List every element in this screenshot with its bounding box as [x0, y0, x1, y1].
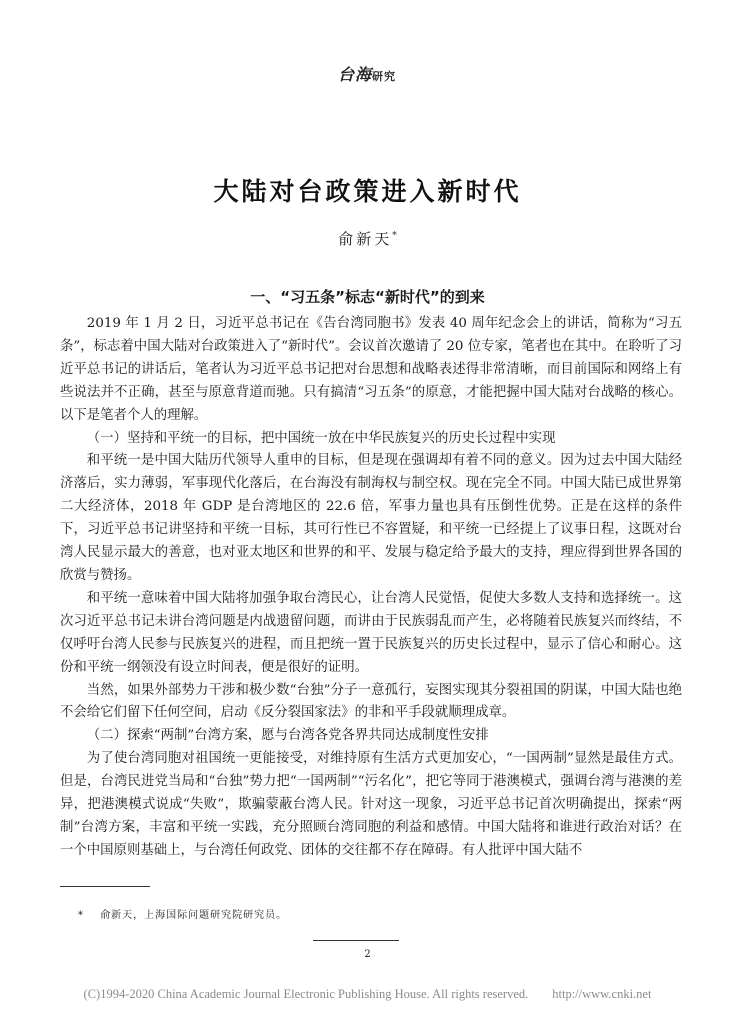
copyright-text: (C)1994-2020 China Academic Journal Electronic Publishing House. All rights reserved. [83, 987, 529, 1001]
article-author [0, 228, 735, 249]
body-paragraph: 当然，如果外部势力干涉和极少数“台独”分子一意孤行，妄图实现其分裂祖国的阴谋，中国大陆也绝不会给它们留下任何空间，启动《反分裂国家法》的非和平手段就顺理成章。 [60, 682, 682, 721]
footnote [78, 906, 287, 921]
logo-subtext: 研究 [372, 70, 396, 83]
page-number-rule [313, 940, 399, 941]
section-heading: 一、“习五条”标志“新时代”的到来 [250, 288, 485, 306]
subsection-heading: （一）坚持和平统一的目标，把中国统一放在中华民族复兴的历史长过程中实现 [86, 430, 556, 446]
author-footnote-mark: * [392, 231, 397, 241]
body-paragraph: 和平统一是中国大陆历代领导人重申的目标，但是现在强调却有着不同的意义。因为过去中国大陆经济落后，实力薄弱，军事现代化落后，在台海没有制海权与制空权。现在完全不同。中国大陆已成世界第二大经济体，2018 年 GDP 是台湾地区的 22.6 倍，军事力量也具有压倒性优势。正是在这样的条件下，习近平总书记讲坚持和平统一目标，其可行性已不容置疑，和平统一已经提上了议事日程，这既对台湾人民显示最大的善意，也对亚太地区和世界的和平、发展与稳定给予最大的支持，理应得到世界各国的欣赏与赞扬。 [60, 453, 682, 583]
subsection-heading: （二）探索“两制”台湾方案，愿与台湾各党各界共同达成制度性安排 [86, 728, 489, 744]
copyright-url[interactable]: http://www.cnki.net [552, 987, 652, 1001]
body-paragraph: 为了使台湾同胞对祖国统一更能接受，对维持原有生活方式更加安心，“一国两制”显然是最佳方式。但是，台湾民进党当局和“台独”势力把“一国两制”“污名化”，把它等同于港澳模式，强调台湾与港澳的差异，把港澳模式说成“失败”，欺骗蒙蔽台湾人民。针对这一现象，习近平总书记首次明确提出，探索“两制”台湾方案，丰富和平统一实践，充分照顾台湾同胞的利益和感情。中国大陆将和谁进行政治对话？在一个中国原则基础上，与台湾任何政党、团体的交往都不存在障碍。有人批评中国大陆不 [60, 751, 682, 858]
author-name: 俞新天 [338, 230, 393, 248]
body-paragraph: 2019 年 1 月 2 日，习近平总书记在《告台湾同胞书》发表 40 周年纪念会上的讲话，简称为“习五条”，标志着中国大陆对台政策进入了“新时代”。会议首次邀请了 20 位专家，笔者也在其中。在聆听了习近平总书记的讲话后，笔者认为习近平总书记把对台思想和战略表述得非常清晰，而目前国际和网络上有些说法并不正确，甚至与原意背道而驰。只有搞清“习五条”的原意，才能把握中国大陆对台战略的核心。以下是笔者个人的理解。 [60, 316, 682, 423]
copyright-notice [0, 987, 735, 1002]
footnote-text: 俞新天，上海国际问题研究院研究员。 [100, 910, 288, 921]
article-title: 大陆对台政策进入新时代 [213, 177, 522, 206]
footnote-divider [60, 886, 150, 887]
journal-logo [312, 62, 422, 85]
logo-text: 台海 [337, 65, 372, 84]
body-paragraph: 和平统一意味着中国大陆将加强争取台湾民心，让台湾人民觉悟，促使大多数人支持和选择统一。这次习近平总书记未讲台湾问题是内战遗留问题，而讲由于民族弱乱而产生，必将随着民族复兴而终结，不仅呼吁台湾人民参与民族复兴的进程，而且把统一置于民族复兴的历史长过程中，显示了信心和耐心。这份和平统一纲领没有设立时间表，便是很好的证明。 [60, 590, 682, 675]
article-body [60, 313, 682, 863]
page-number: 2 [364, 949, 371, 960]
footnote-mark: * [78, 910, 84, 921]
